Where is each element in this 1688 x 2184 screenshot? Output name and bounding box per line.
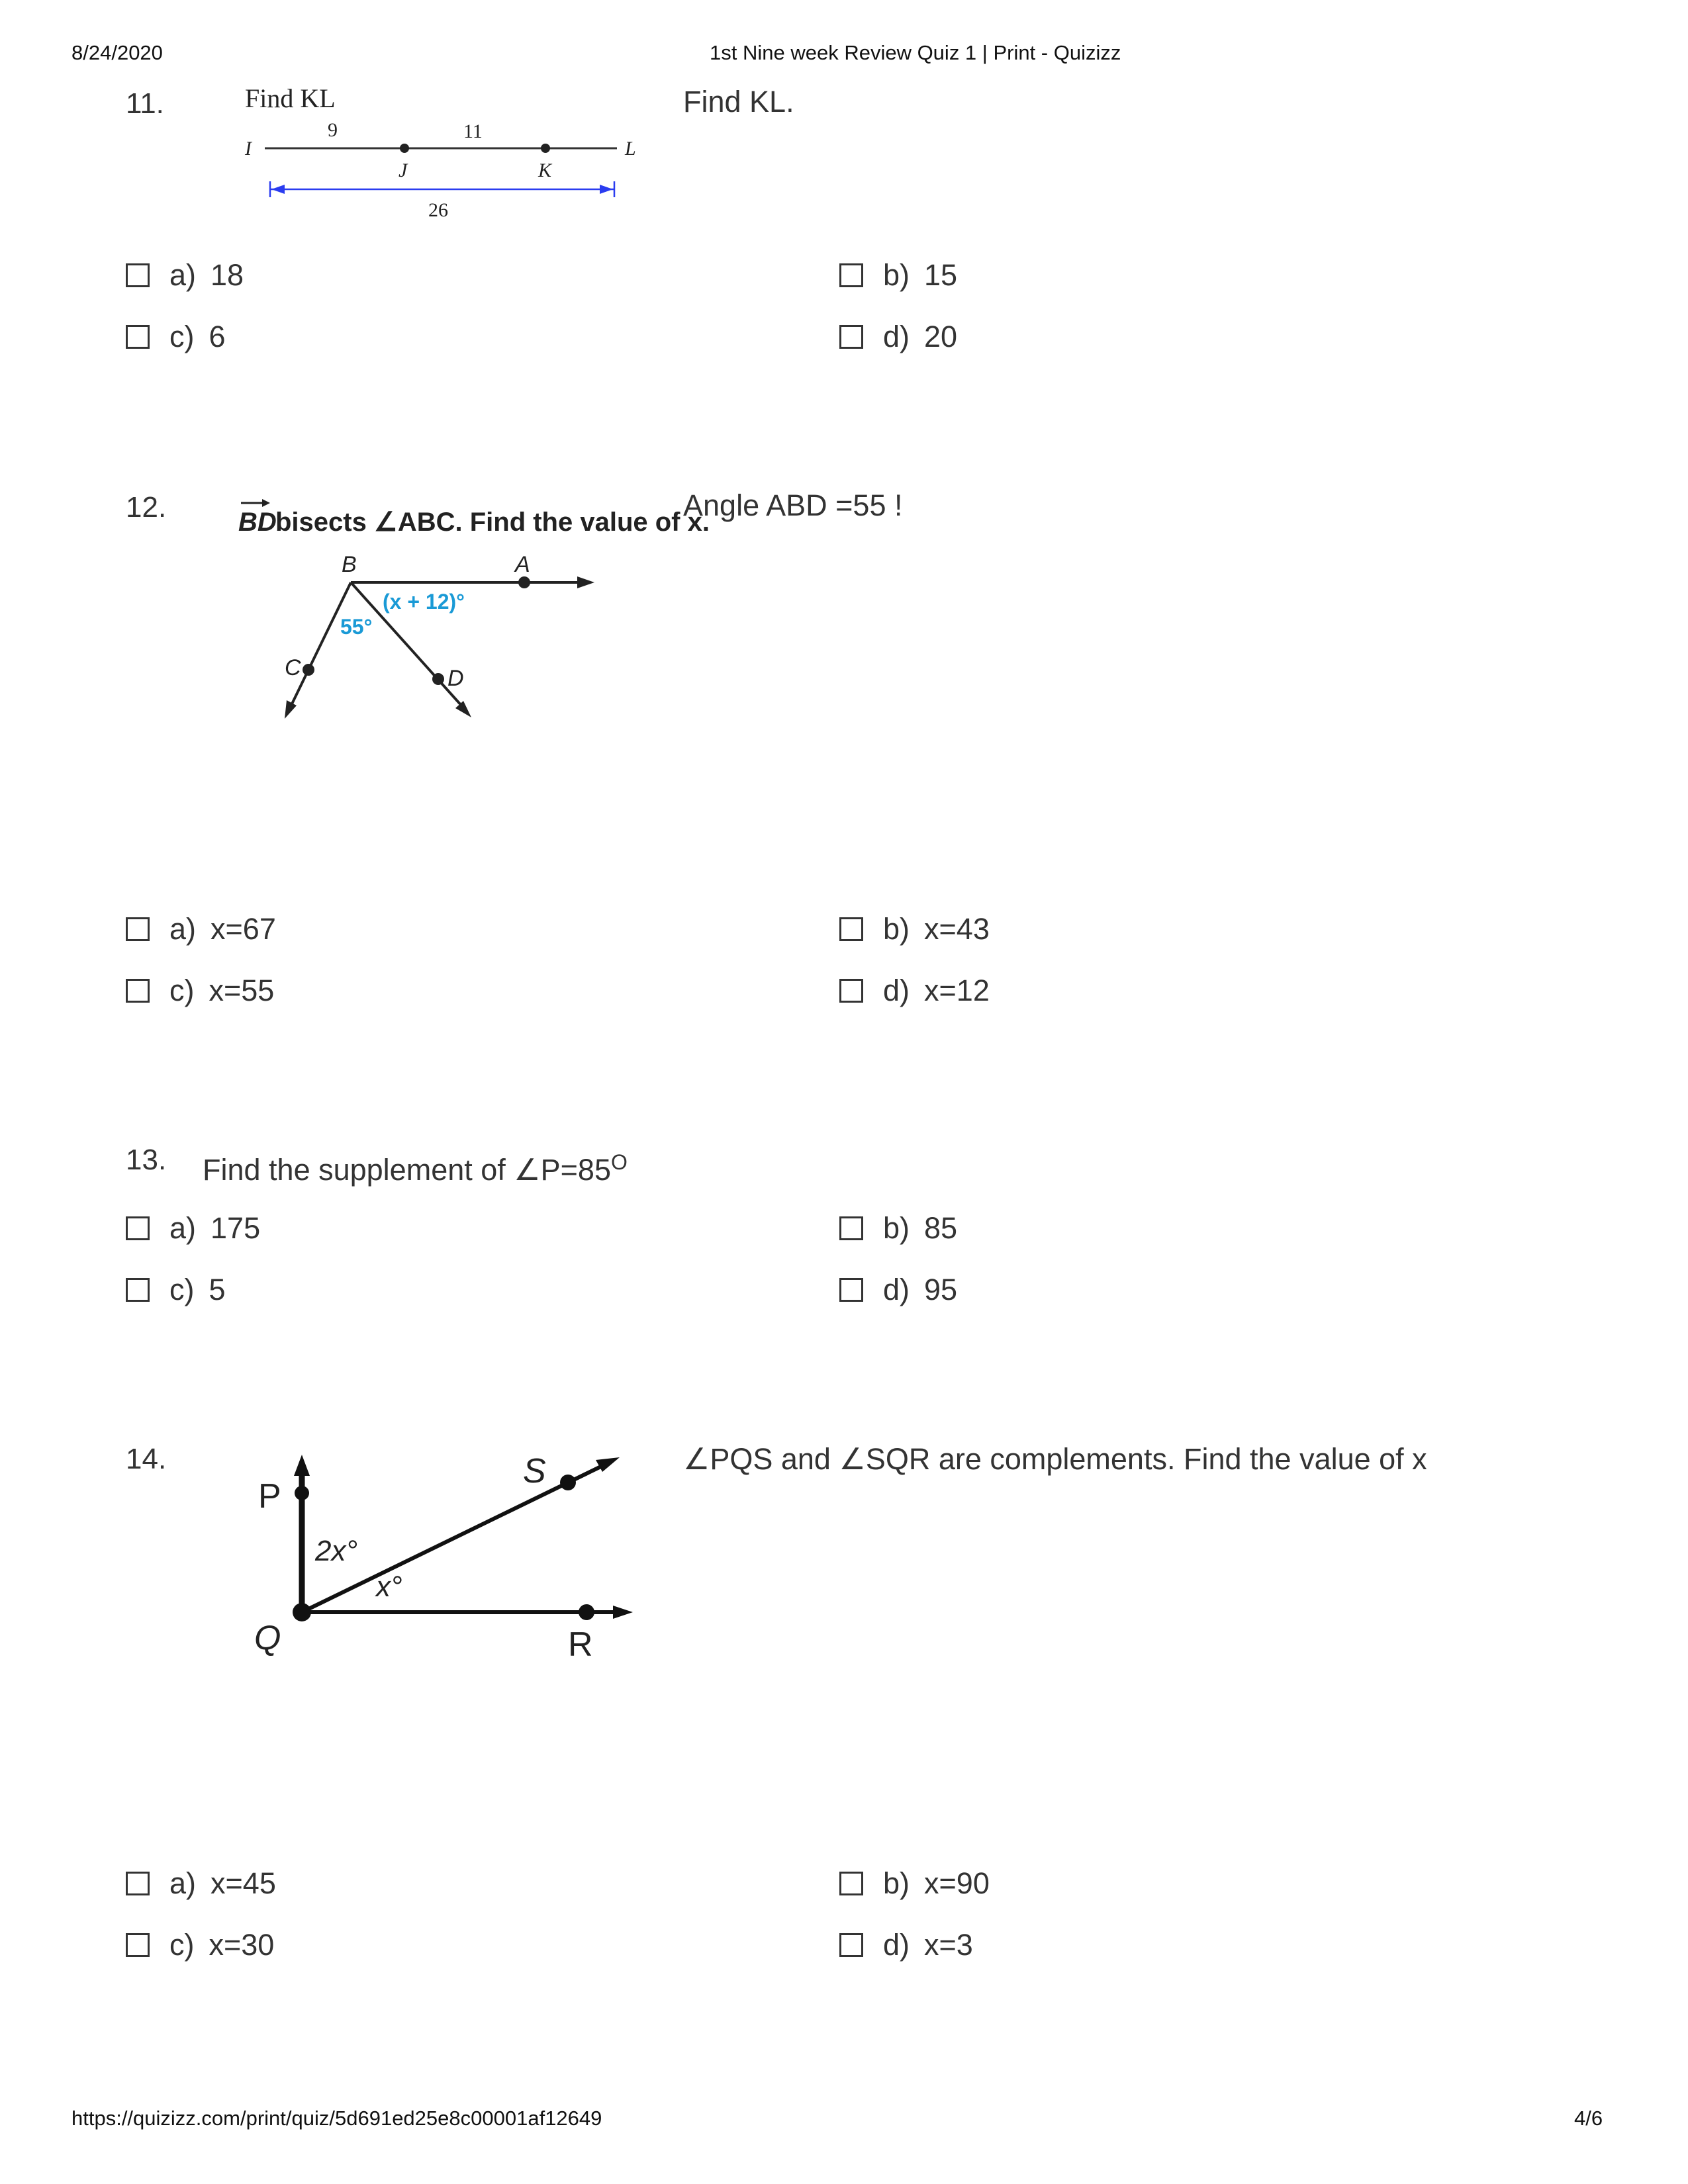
option-value: x=3 <box>924 1928 973 1962</box>
checkbox[interactable] <box>126 1278 150 1302</box>
question-text <box>203 1150 628 1187</box>
checkbox[interactable] <box>126 1216 150 1240</box>
arrowhead-s-icon <box>596 1457 620 1472</box>
option-b[interactable] <box>839 258 957 293</box>
option-c[interactable] <box>126 1273 226 1307</box>
option-letter: d) <box>883 974 910 1007</box>
page-title: 1st Nine week Review Quiz 1 | Print - Quizizz <box>710 41 1121 64</box>
option-letter: a) <box>169 1211 197 1245</box>
option-a[interactable] <box>126 1866 276 1901</box>
arrowhead-left-icon <box>271 185 285 194</box>
option-c[interactable] <box>126 974 274 1008</box>
option-a[interactable] <box>126 258 244 293</box>
title-text: bisects ∠ABC. Find the value of x. <box>275 508 710 537</box>
option-b[interactable] <box>839 1866 990 1901</box>
label-q: Q <box>254 1619 281 1657</box>
option-letter: c) <box>169 974 195 1007</box>
checkbox[interactable] <box>839 979 863 1003</box>
option-value: 6 <box>209 320 226 353</box>
page-url[interactable]: https://quizizz.com/print/quiz/5d691ed25e8c00001af12649 <box>71 2107 602 2130</box>
point-s <box>560 1475 576 1490</box>
angle-sqr-label: x° <box>376 1570 402 1603</box>
arrowhead-right-icon <box>600 185 613 194</box>
option-d[interactable] <box>839 320 957 354</box>
page-number: 4/6 <box>1574 2107 1603 2130</box>
label-d: D <box>447 666 464 691</box>
option-letter: b) <box>883 1211 910 1245</box>
option-letter: a) <box>169 258 197 292</box>
label-i: I <box>245 138 252 159</box>
option-c[interactable] <box>126 320 226 354</box>
option-letter: d) <box>883 320 910 353</box>
question-text: Find KL. <box>683 85 794 118</box>
angle-pqs-label: 2x° <box>315 1535 358 1567</box>
arrowhead-a-icon <box>577 576 594 588</box>
option-value: 18 <box>211 258 244 292</box>
label-l: L <box>625 138 636 159</box>
option-letter: b) <box>883 258 910 292</box>
option-a[interactable] <box>126 912 276 946</box>
ray-bc <box>287 582 351 713</box>
checkbox[interactable] <box>839 917 863 941</box>
length-jk: 11 <box>463 120 483 142</box>
option-letter: d) <box>883 1928 910 1962</box>
question-text-main: Find the supplement of ∠P=85 <box>203 1153 611 1187</box>
label-s: S <box>523 1452 546 1490</box>
option-d[interactable] <box>839 974 990 1008</box>
option-value: x=55 <box>209 974 275 1007</box>
option-value: x=43 <box>924 912 990 946</box>
option-value: 15 <box>924 258 958 292</box>
option-value: x=45 <box>211 1866 276 1900</box>
arrowhead-c-icon <box>285 700 297 719</box>
arrowhead-p-icon <box>294 1455 310 1476</box>
label-c: C <box>285 655 301 680</box>
point-a <box>518 576 530 588</box>
checkbox[interactable] <box>839 1933 863 1957</box>
ray-arrow-icon <box>262 499 270 507</box>
question-number: 13. <box>126 1144 167 1176</box>
question-text: Angle ABD =55 ! <box>683 488 903 522</box>
label-k: K <box>538 159 552 181</box>
option-letter: d) <box>883 1273 910 1306</box>
option-d[interactable] <box>839 1273 957 1307</box>
option-letter: a) <box>169 1866 197 1900</box>
option-value: 85 <box>924 1211 958 1245</box>
option-letter: b) <box>883 1866 910 1900</box>
arrowhead-r-icon <box>613 1606 633 1619</box>
title-ray: BD <box>238 508 277 537</box>
point-j <box>400 144 409 153</box>
point-p <box>295 1486 309 1500</box>
segment-diagram <box>225 79 662 232</box>
point-c <box>303 664 314 676</box>
option-value: 95 <box>924 1273 958 1306</box>
option-letter: c) <box>169 320 195 353</box>
checkbox[interactable] <box>126 325 150 349</box>
label-b: B <box>342 552 357 577</box>
label-r: R <box>568 1625 593 1664</box>
point-k <box>541 144 550 153</box>
option-value: 20 <box>924 320 958 353</box>
option-value: x=30 <box>209 1928 275 1962</box>
angle-cbd-label: 55° <box>340 615 373 639</box>
option-value: x=12 <box>924 974 990 1007</box>
option-c[interactable] <box>126 1928 274 1962</box>
question-number: 14. <box>126 1443 167 1475</box>
option-d[interactable] <box>839 1928 973 1962</box>
checkbox[interactable] <box>839 263 863 287</box>
point-d <box>432 673 444 685</box>
option-value: x=67 <box>211 912 276 946</box>
angle-abd-label: (x + 12)° <box>383 590 465 614</box>
checkbox[interactable] <box>839 1216 863 1240</box>
option-value: x=90 <box>924 1866 990 1900</box>
label-p: P <box>258 1477 281 1516</box>
option-value: 175 <box>211 1211 261 1245</box>
option-b[interactable] <box>839 1211 957 1246</box>
checkbox[interactable] <box>126 263 150 287</box>
diagram-title: Find KL <box>245 83 336 113</box>
checkbox[interactable] <box>126 1872 150 1895</box>
checkbox[interactable] <box>126 979 150 1003</box>
question-number: 12. <box>126 491 167 523</box>
label-j: J <box>399 159 408 181</box>
option-letter: c) <box>169 1273 195 1306</box>
question-number: 11. <box>126 87 164 120</box>
degree-superscript: O <box>610 1150 628 1174</box>
option-letter: c) <box>169 1928 195 1962</box>
print-date: 8/24/2020 <box>71 41 163 64</box>
option-letter: b) <box>883 912 910 946</box>
checkbox[interactable] <box>839 325 863 349</box>
option-b[interactable] <box>839 912 990 946</box>
length-ij: 9 <box>328 119 338 141</box>
option-letter: a) <box>169 912 197 946</box>
option-a[interactable] <box>126 1211 260 1246</box>
checkbox[interactable] <box>126 917 150 941</box>
complementary-angles-diagram <box>245 1449 655 1674</box>
point-q <box>293 1603 311 1621</box>
checkbox[interactable] <box>839 1872 863 1895</box>
question-text: ∠PQS and ∠SQR are complements. Find the value of x <box>683 1442 1427 1476</box>
option-value: 5 <box>209 1273 226 1306</box>
checkbox[interactable] <box>839 1278 863 1302</box>
angle-bisector-diagram <box>232 490 710 728</box>
length-il: 26 <box>428 199 448 221</box>
point-r <box>579 1604 594 1620</box>
checkbox[interactable] <box>126 1933 150 1957</box>
label-a: A <box>515 552 530 577</box>
